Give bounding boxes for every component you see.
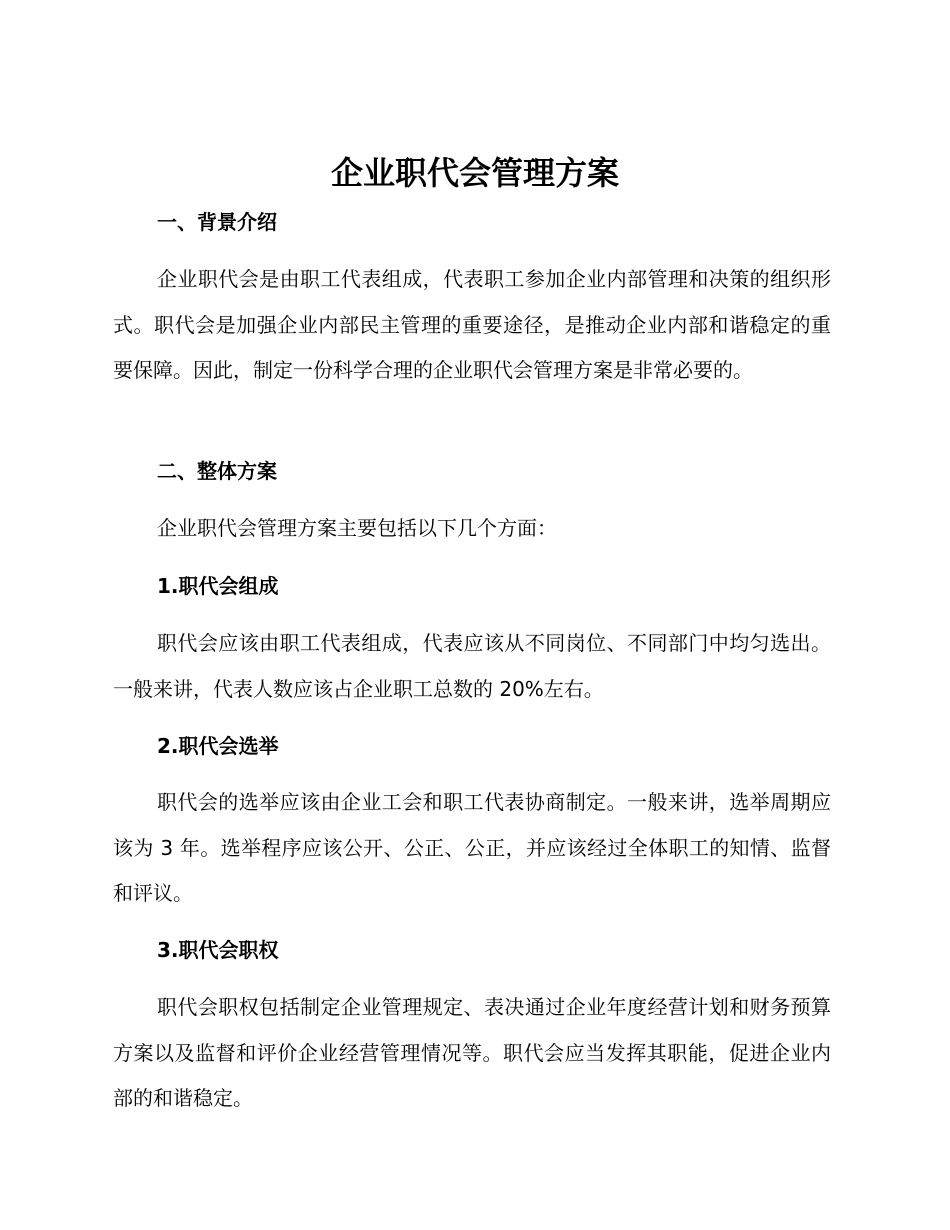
section-heading-overall: 二、整体方案 (157, 459, 277, 483)
section-paragraph-election: 职代会的选举应该由企业工会和职工代表协商制定。一般来讲，选举周期应该为 3 年。选举程序应该公开、公正、公正，并应该经过全体职工的知情、监督和评议。 (113, 790, 831, 905)
section-paragraph-composition: 职代会应该由职工代表组成，代表应该从不同岗位、不同部门中均匀选出。一般来讲，代表人数应该占企业职工总数的 20%左右。 (113, 631, 831, 701)
section-heading-background: 一、背景介绍 (157, 210, 277, 234)
document-title: 企业职代会管理方案 (330, 154, 619, 192)
section-paragraph-powers: 职代会职权包括制定企业管理规定、表决通过企业年度经营计划和财务预算方案以及监督和评价企业经营管理情况等。职代会应当发挥其职能，促进企业内部的和谐稳定。 (113, 995, 831, 1110)
section-paragraph-overall: 企业职代会管理方案主要包括以下几个方面： (157, 516, 557, 540)
section-heading-composition: 1.职代会组成 (157, 574, 279, 598)
section-heading-election: 2.职代会选举 (157, 734, 279, 758)
section-paragraph-background: 企业职代会是由职工代表组成，代表职工参加企业内部管理和决策的组织形式。职代会是加强企业内部民主管理的重要途径，是推动企业内部和谐稳定的重要保障。因此，制定一份科学合理的企业职代会管理方案是非常必要的。 (113, 267, 831, 382)
section-heading-powers: 3.职代会职权 (157, 938, 279, 962)
